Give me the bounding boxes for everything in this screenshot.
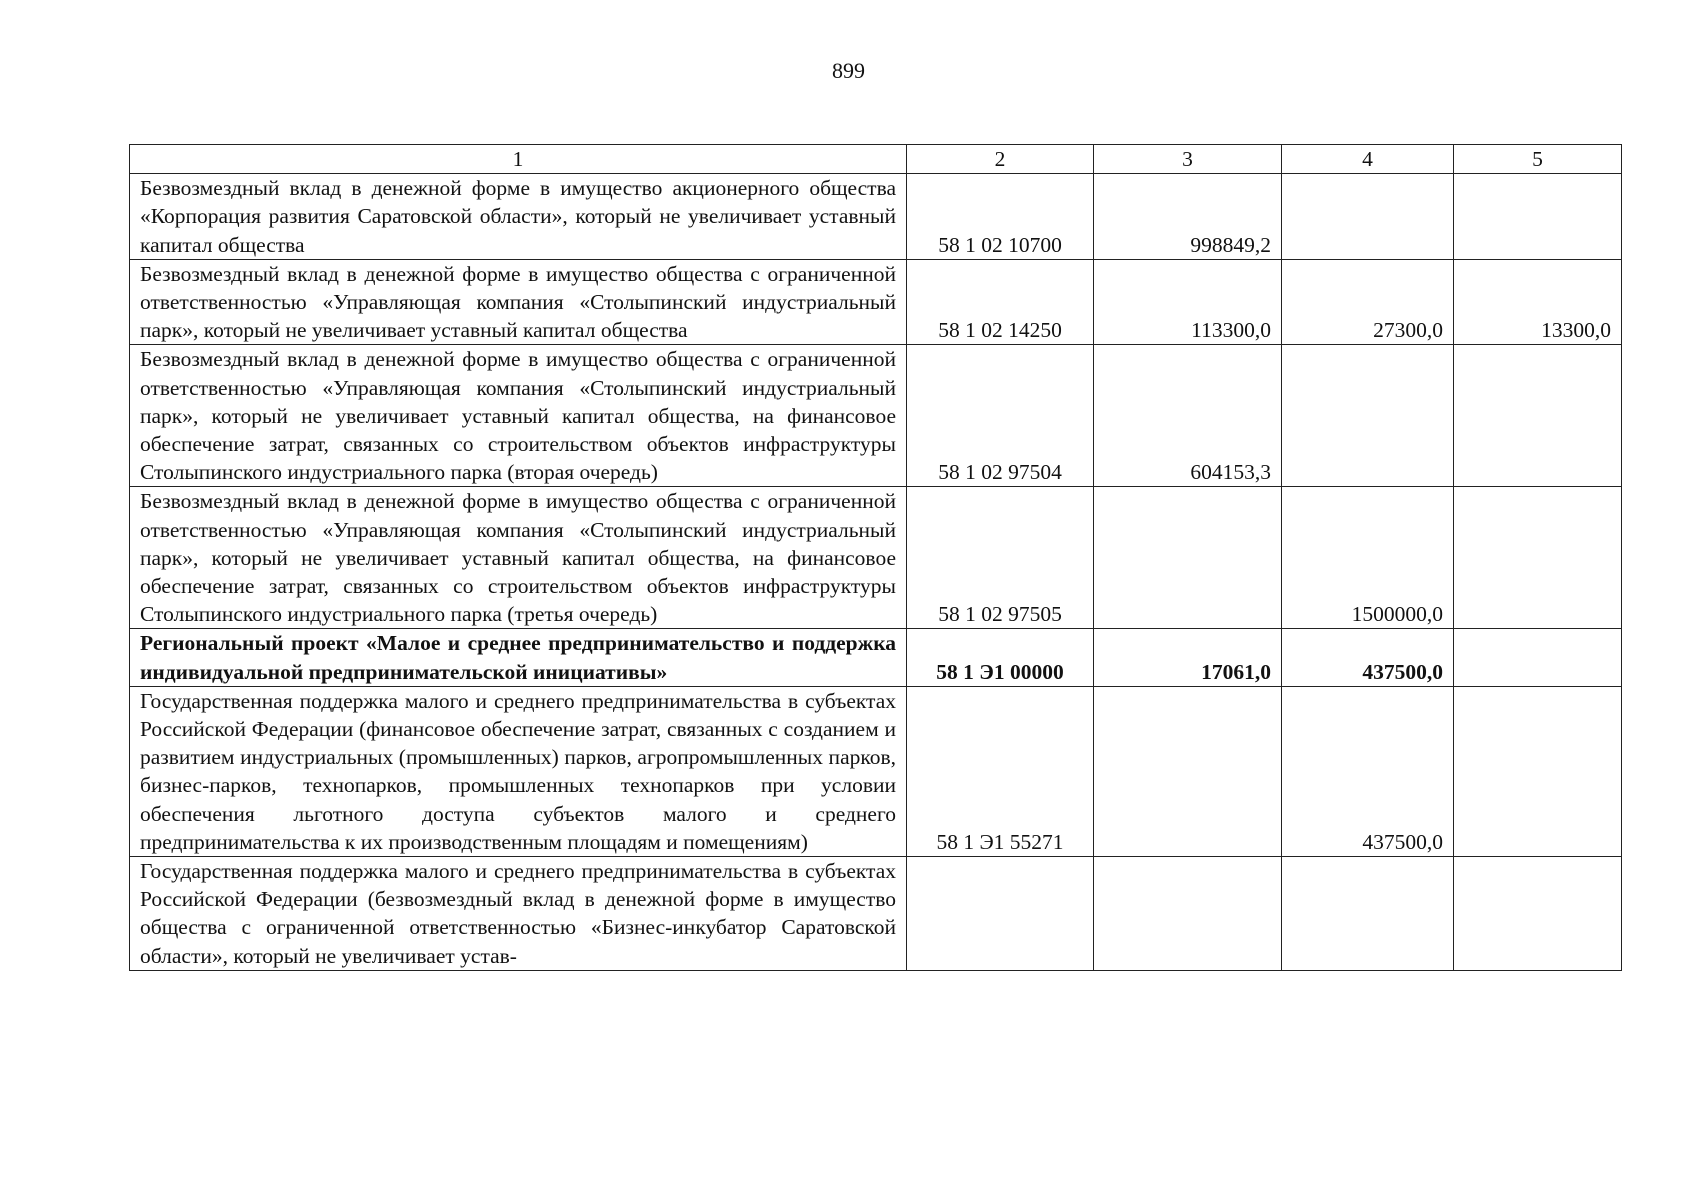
row-code bbox=[907, 857, 1094, 971]
page-number: 899 bbox=[832, 58, 865, 83]
row-name: Безвозмездный вклад в денежной форме в имущество акционерного общества «Корпорация развития Саратовской области», который не увеличивает уставный капитал общества bbox=[130, 174, 907, 260]
row-code: 58 1 02 10700 bbox=[907, 174, 1094, 260]
column-header-4: 4 bbox=[1282, 145, 1454, 174]
row-value-5 bbox=[1454, 345, 1622, 487]
row-value-4: 437500,0 bbox=[1282, 629, 1454, 686]
table-row bbox=[130, 345, 1622, 487]
table-row bbox=[130, 259, 1622, 345]
table-row bbox=[130, 686, 1622, 856]
table-row bbox=[130, 857, 1622, 971]
row-value-3: 113300,0 bbox=[1094, 259, 1282, 345]
row-value-4 bbox=[1282, 174, 1454, 260]
row-value-3: 604153,3 bbox=[1094, 345, 1282, 487]
row-value-4 bbox=[1282, 345, 1454, 487]
row-name: Государственная поддержка малого и среднего предпринимательства в субъектах Российской Федерации (финансовое обеспечение затрат, связанных с созданием и развитием индустриальных (промышленных) парков, агропромышленных парков, бизнес-парков, технопарков, промышленных технопарков при условии обеспечения льготного доступа субъектов малого и среднего предпринимательства к их производственным площадям и помещениям) bbox=[130, 686, 907, 856]
row-value-4: 27300,0 bbox=[1282, 259, 1454, 345]
row-value-3 bbox=[1094, 857, 1282, 971]
row-code: 58 1 Э1 00000 bbox=[907, 629, 1094, 686]
row-value-4: 437500,0 bbox=[1282, 686, 1454, 856]
row-value-4: 1500000,0 bbox=[1282, 487, 1454, 629]
column-header-5: 5 bbox=[1454, 145, 1622, 174]
column-header-2: 2 bbox=[907, 145, 1094, 174]
table-row bbox=[130, 487, 1622, 629]
row-value-3 bbox=[1094, 487, 1282, 629]
row-code: 58 1 02 97504 bbox=[907, 345, 1094, 487]
row-value-4 bbox=[1282, 857, 1454, 971]
row-code: 58 1 02 97505 bbox=[907, 487, 1094, 629]
column-header-1: 1 bbox=[130, 145, 907, 174]
row-value-3: 998849,2 bbox=[1094, 174, 1282, 260]
row-name: Безвозмездный вклад в денежной форме в имущество общества с ограниченной ответственностью «Управляющая компания «Столыпинский индустриальный парк», который не увеличивает уставный капитал общества, на финансовое обеспечение затрат, связанных со строительством объектов инфраструктуры Столыпинского индустриального парка (третья очередь) bbox=[130, 487, 907, 629]
row-code: 58 1 Э1 55271 bbox=[907, 686, 1094, 856]
row-value-5 bbox=[1454, 174, 1622, 260]
row-value-5 bbox=[1454, 629, 1622, 686]
table-header-row bbox=[130, 145, 1622, 174]
row-value-5 bbox=[1454, 857, 1622, 971]
row-name: Безвозмездный вклад в денежной форме в имущество общества с ограниченной ответственностью «Управляющая компания «Столыпинский индустриальный парк», который не увеличивает уставный капитал общества, на финансовое обеспечение затрат, связанных со строительством объектов инфраструктуры Столыпинского индустриального парка (вторая очередь) bbox=[130, 345, 907, 487]
table-row-project bbox=[130, 629, 1622, 686]
budget-table bbox=[129, 144, 1622, 971]
row-name: Региональный проект «Малое и среднее предпринимательство и поддержка индивидуальной предпринимательской инициативы» bbox=[130, 629, 907, 686]
row-name: Государственная поддержка малого и среднего предпринимательства в субъектах Российской Федерации (безвозмездный вклад в денежной форме в имущество общества с ограниченной ответственностью «Бизнес-инкубатор Саратовской области», который не увеличивает устав- bbox=[130, 857, 907, 971]
row-value-5 bbox=[1454, 686, 1622, 856]
row-value-3 bbox=[1094, 686, 1282, 856]
row-value-5: 13300,0 bbox=[1454, 259, 1622, 345]
row-value-5 bbox=[1454, 487, 1622, 629]
column-header-3: 3 bbox=[1094, 145, 1282, 174]
table-row bbox=[130, 174, 1622, 260]
row-value-3: 17061,0 bbox=[1094, 629, 1282, 686]
row-code: 58 1 02 14250 bbox=[907, 259, 1094, 345]
row-name: Безвозмездный вклад в денежной форме в имущество общества с ограниченной ответственностью «Управляющая компания «Столыпинский индустриальный парк», который не увеличивает уставный капитал общества bbox=[130, 259, 907, 345]
